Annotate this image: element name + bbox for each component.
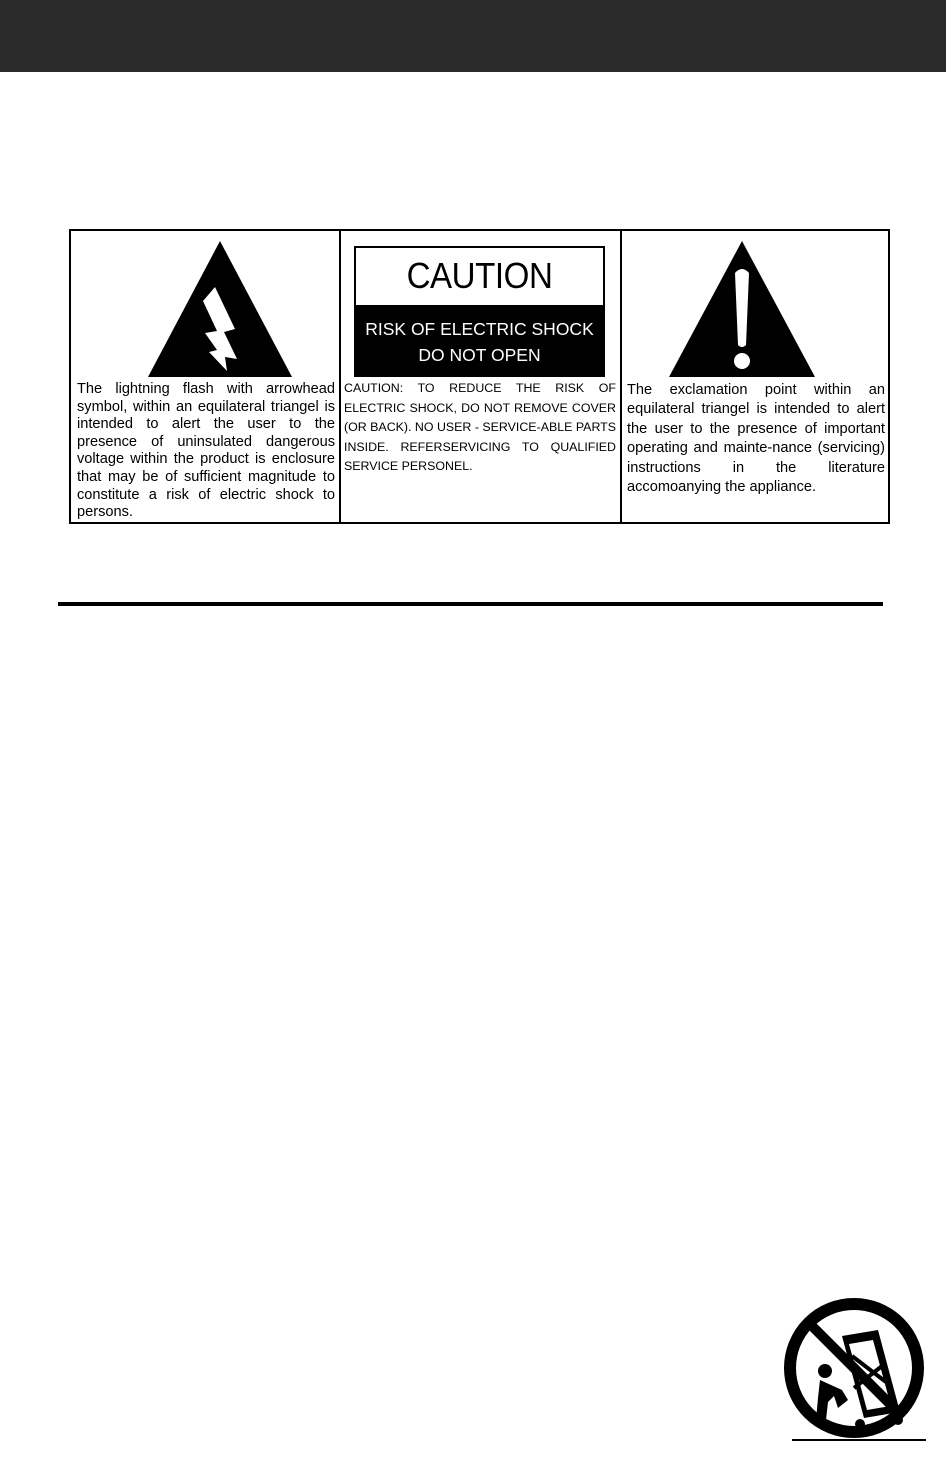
- no-cart-tipping-icon: [782, 1296, 928, 1442]
- header-bar: [0, 0, 946, 72]
- caution-description: CAUTION: TO REDUCE THE RISK OF ELECTRIC SHOCK, DO NOT REMOVE COVER (OR BACK). NO USER - SERVICE-ABLE PARTS INSIDE. REFERSERVICING TO QUALIFIED SERVICE PERSONEL.: [344, 381, 616, 474]
- caution-title: CAUTION: [406, 255, 553, 296]
- section-divider: [58, 602, 883, 606]
- lightning-triangle-icon: [145, 237, 295, 379]
- safety-symbols-table: [69, 229, 890, 524]
- caution-band: [356, 305, 603, 377]
- exclamation-triangle-icon: [666, 237, 818, 379]
- caution-band-line1: RISK OF ELECTRIC SHOCK: [365, 319, 594, 339]
- caution-cell: [341, 231, 622, 522]
- lightning-cell: [71, 231, 341, 522]
- caution-label: [354, 246, 605, 377]
- lightning-description: The lightning flash with arrowhead symbol, within an equilateral triangel is intended to alert the user to the presence of uninsulated dangerous voltage within the product is enclosure that may be of sufficient magnitude to constitute a risk of electric shock to persons.: [77, 381, 335, 521]
- exclamation-description: The exclamation point within an equilateral triangel is intended to alert the user to the presence of important operating and mainte-nance (servicing) instructions in the literature accomoanying the appliance.: [627, 382, 885, 496]
- exclamation-cell: [622, 231, 888, 522]
- caution-band-line2: DO NOT OPEN: [418, 345, 541, 365]
